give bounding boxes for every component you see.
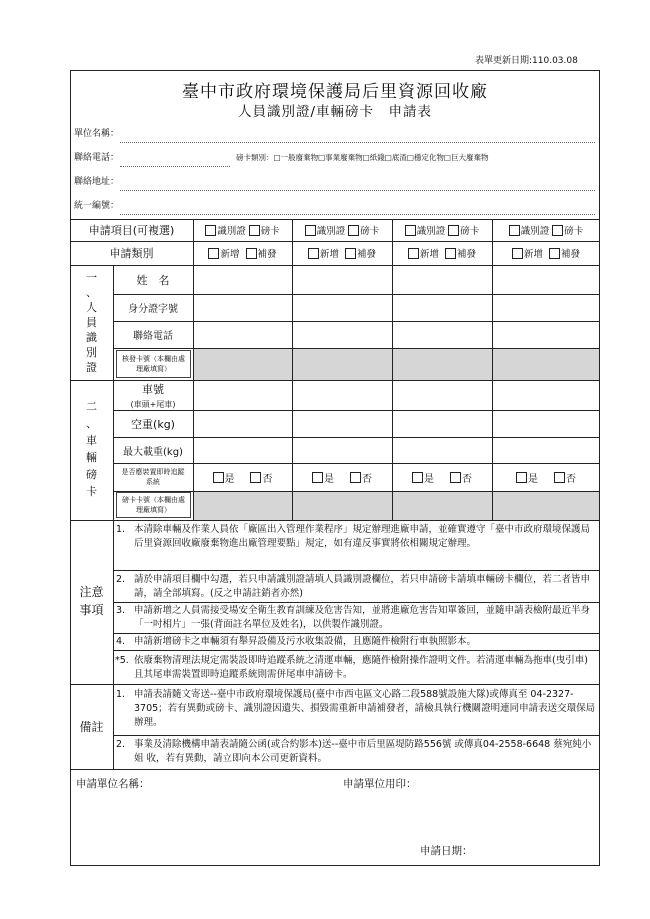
plate-row-label: 車號 (車頭+尾車) — [130, 382, 176, 409]
checkbox[interactable] — [249, 225, 260, 236]
apply-item-options-col4[interactable]: 識別證 磅卡 — [492, 219, 600, 241]
note-number: 2. — [116, 574, 126, 585]
checkbox[interactable] — [450, 472, 461, 483]
application-date-label: 申請日期： — [420, 845, 473, 857]
tracking-yes-no-col2[interactable]: 是 否 — [292, 463, 392, 491]
checkbox[interactable] — [208, 248, 219, 259]
name-row-label: 姓 名 — [136, 273, 170, 287]
checkbox[interactable] — [445, 248, 456, 259]
admin-only-cell — [393, 492, 492, 520]
card-category-options[interactable]: 磅卡類別：□一般廢棄物□事業廢棄物□紙錢□底渣□穩定化物□巨大廢棄物 — [236, 153, 489, 162]
address-field[interactable] — [120, 190, 595, 191]
admin-only-cell — [293, 492, 392, 520]
note-number: 1. — [116, 524, 126, 535]
note-text: 依廢棄物清理法規定需裝設即時追蹤系統之清運車輛，應隨件檢附操作證明文件。若清運車輛為拖車(曳引車)且其尾車需裝置即時追蹤系統則需併尾車申請磅卡。 — [134, 655, 588, 680]
checkbox[interactable] — [516, 472, 527, 483]
remarks-label: 備註 — [79, 720, 104, 734]
checkbox[interactable] — [305, 225, 316, 236]
apply-item-label: 申請項目(可複選) — [88, 224, 175, 237]
tax-id-field[interactable] — [120, 214, 595, 215]
note-text: 申請新增磅卡之車輛須有舉昇設備及污水收集設備，且應隨件檢附行車執照影本。 — [134, 636, 477, 647]
address-label: 聯絡地址： — [74, 177, 120, 187]
checkbox[interactable] — [549, 248, 560, 259]
section1-label: 一 、 人 員 識 別 證 — [86, 271, 97, 374]
note-number: 3. — [116, 605, 126, 616]
admin-only-cell — [493, 349, 599, 380]
tracking-yes-no-col3[interactable]: 是 否 — [392, 463, 492, 491]
admin-only-cell — [194, 349, 292, 380]
card-number-row-label: 磅卡卡號（本欄由處理廠填寫） — [116, 492, 191, 518]
checkbox[interactable] — [348, 225, 359, 236]
checkbox[interactable] — [205, 225, 216, 236]
tracking-yes-no-col1[interactable]: 是 否 — [193, 463, 292, 491]
phone-field[interactable] — [120, 166, 230, 167]
note-number: 4. — [116, 636, 126, 647]
apply-type-options-col4[interactable]: 新增 補發 — [492, 241, 600, 265]
remark-number: 2. — [116, 739, 126, 750]
checkbox[interactable] — [509, 225, 520, 236]
unit-name-label: 單位名稱： — [74, 129, 120, 139]
empty-weight-row-label: 空重(kg) — [131, 417, 175, 431]
apply-type-options-col3[interactable]: 新增 補發 — [392, 241, 492, 265]
note-text: 申請新增之人員需接受場安全衛生教育訓練及危害告知，並將進廠危害告知單簽回，並隨申請表檢附最近半身「一吋相片」一張(背面註名單位及姓名)，以供製作識別證。 — [134, 605, 591, 630]
applicant-unit-label: 申請單位名稱： — [76, 778, 150, 790]
tax-id-label: 統一編號： — [74, 201, 120, 211]
note-number: *5. — [115, 655, 129, 666]
form-subtitle: 人員識別證/車輛磅卡 申請表 — [237, 104, 433, 120]
apply-type-label: 申請類別 — [109, 247, 154, 260]
checkbox[interactable] — [412, 472, 423, 483]
checkbox[interactable] — [350, 472, 361, 483]
admin-only-cell — [194, 492, 292, 520]
unit-name-field[interactable] — [120, 142, 595, 143]
remark-text: 事業及清除機構申請表請隨公函(或合約影本)送--臺中市后里區堤防路556號 或傳真04-2558-6648 蔡宛純小姐 收，若有異動，請立即向本公司更新資料。 — [134, 739, 592, 764]
checkbox[interactable] — [312, 472, 323, 483]
apply-type-options-col1[interactable]: 新增 補發 — [193, 241, 292, 265]
notes-label: 注意 事項 — [79, 585, 104, 617]
checkbox[interactable] — [554, 472, 565, 483]
admin-only-cell — [293, 349, 392, 380]
apply-item-options-col1[interactable]: 識別證 磅卡 — [193, 219, 292, 241]
checkbox[interactable] — [405, 225, 416, 236]
badge-number-row-label: 核發卡號（本欄由處理廠填寫） — [116, 350, 191, 378]
seal-label: 申請單位用印： — [343, 778, 417, 790]
id-number-row-label: 身分證字號 — [128, 304, 178, 315]
admin-only-cell — [493, 492, 599, 520]
checkbox[interactable] — [213, 472, 224, 483]
checkbox[interactable] — [448, 225, 459, 236]
apply-item-options-col2[interactable]: 識別證 磅卡 — [292, 219, 392, 241]
contact-phone-row-label: 聯絡電話 — [133, 331, 173, 342]
form-revision-date: 表單更新日期:110.03.08 — [475, 56, 578, 66]
tracking-yes-no-col4[interactable]: 是 否 — [492, 463, 600, 491]
admin-only-cell — [393, 349, 492, 380]
note-text: 本清除車輛及作業人員依「廠區出入管理作業程序」規定辦理進廠申請，並確實遵守「臺中市政府環境保護局后里資源回收廠廢棄物進出廠管理要點」規定，如有違反事實將依相關規定辦理。 — [134, 524, 591, 549]
checkbox[interactable] — [345, 248, 356, 259]
checkbox[interactable] — [246, 248, 257, 259]
apply-type-options-col2[interactable]: 新增 補發 — [292, 241, 392, 265]
tracking-system-row-label: 是否應裝置即時追蹤系統 — [121, 468, 185, 486]
max-load-row-label: 最大載重(kg) — [123, 446, 183, 458]
remark-number: 1. — [116, 689, 126, 700]
checkbox[interactable] — [308, 248, 319, 259]
form-title: 臺中市政府環境保護局后里資源回收廠 — [182, 82, 488, 102]
checkbox[interactable] — [552, 225, 563, 236]
note-text: 請於申請項目欄中勾選，若只申請識別證請填人員識別證欄位，若只申請磅卡請填車輛磅卡欄位，若二者皆申請，請全部填寫。(反之申請註銷者亦然) — [134, 574, 591, 599]
checkbox[interactable] — [512, 248, 523, 259]
section2-label: 二 、 車 輛 磅 卡 — [86, 400, 97, 498]
checkbox[interactable] — [250, 472, 261, 483]
phone-label: 聯絡電話： — [74, 153, 120, 163]
apply-item-options-col3[interactable]: 識別證 磅卡 — [392, 219, 492, 241]
checkbox[interactable] — [408, 248, 419, 259]
remark-text: 申請表請隨文寄送--臺中市政府環境保護局(臺中市西屯區文心路二段588號設施大隊)或傳真至 04-2327-3705；若有異動或磅卡、識別證因遺失、損毀需重新申請補發者，請檢具執行機關證明連同申請表送交環保局辦理。 — [134, 689, 596, 728]
